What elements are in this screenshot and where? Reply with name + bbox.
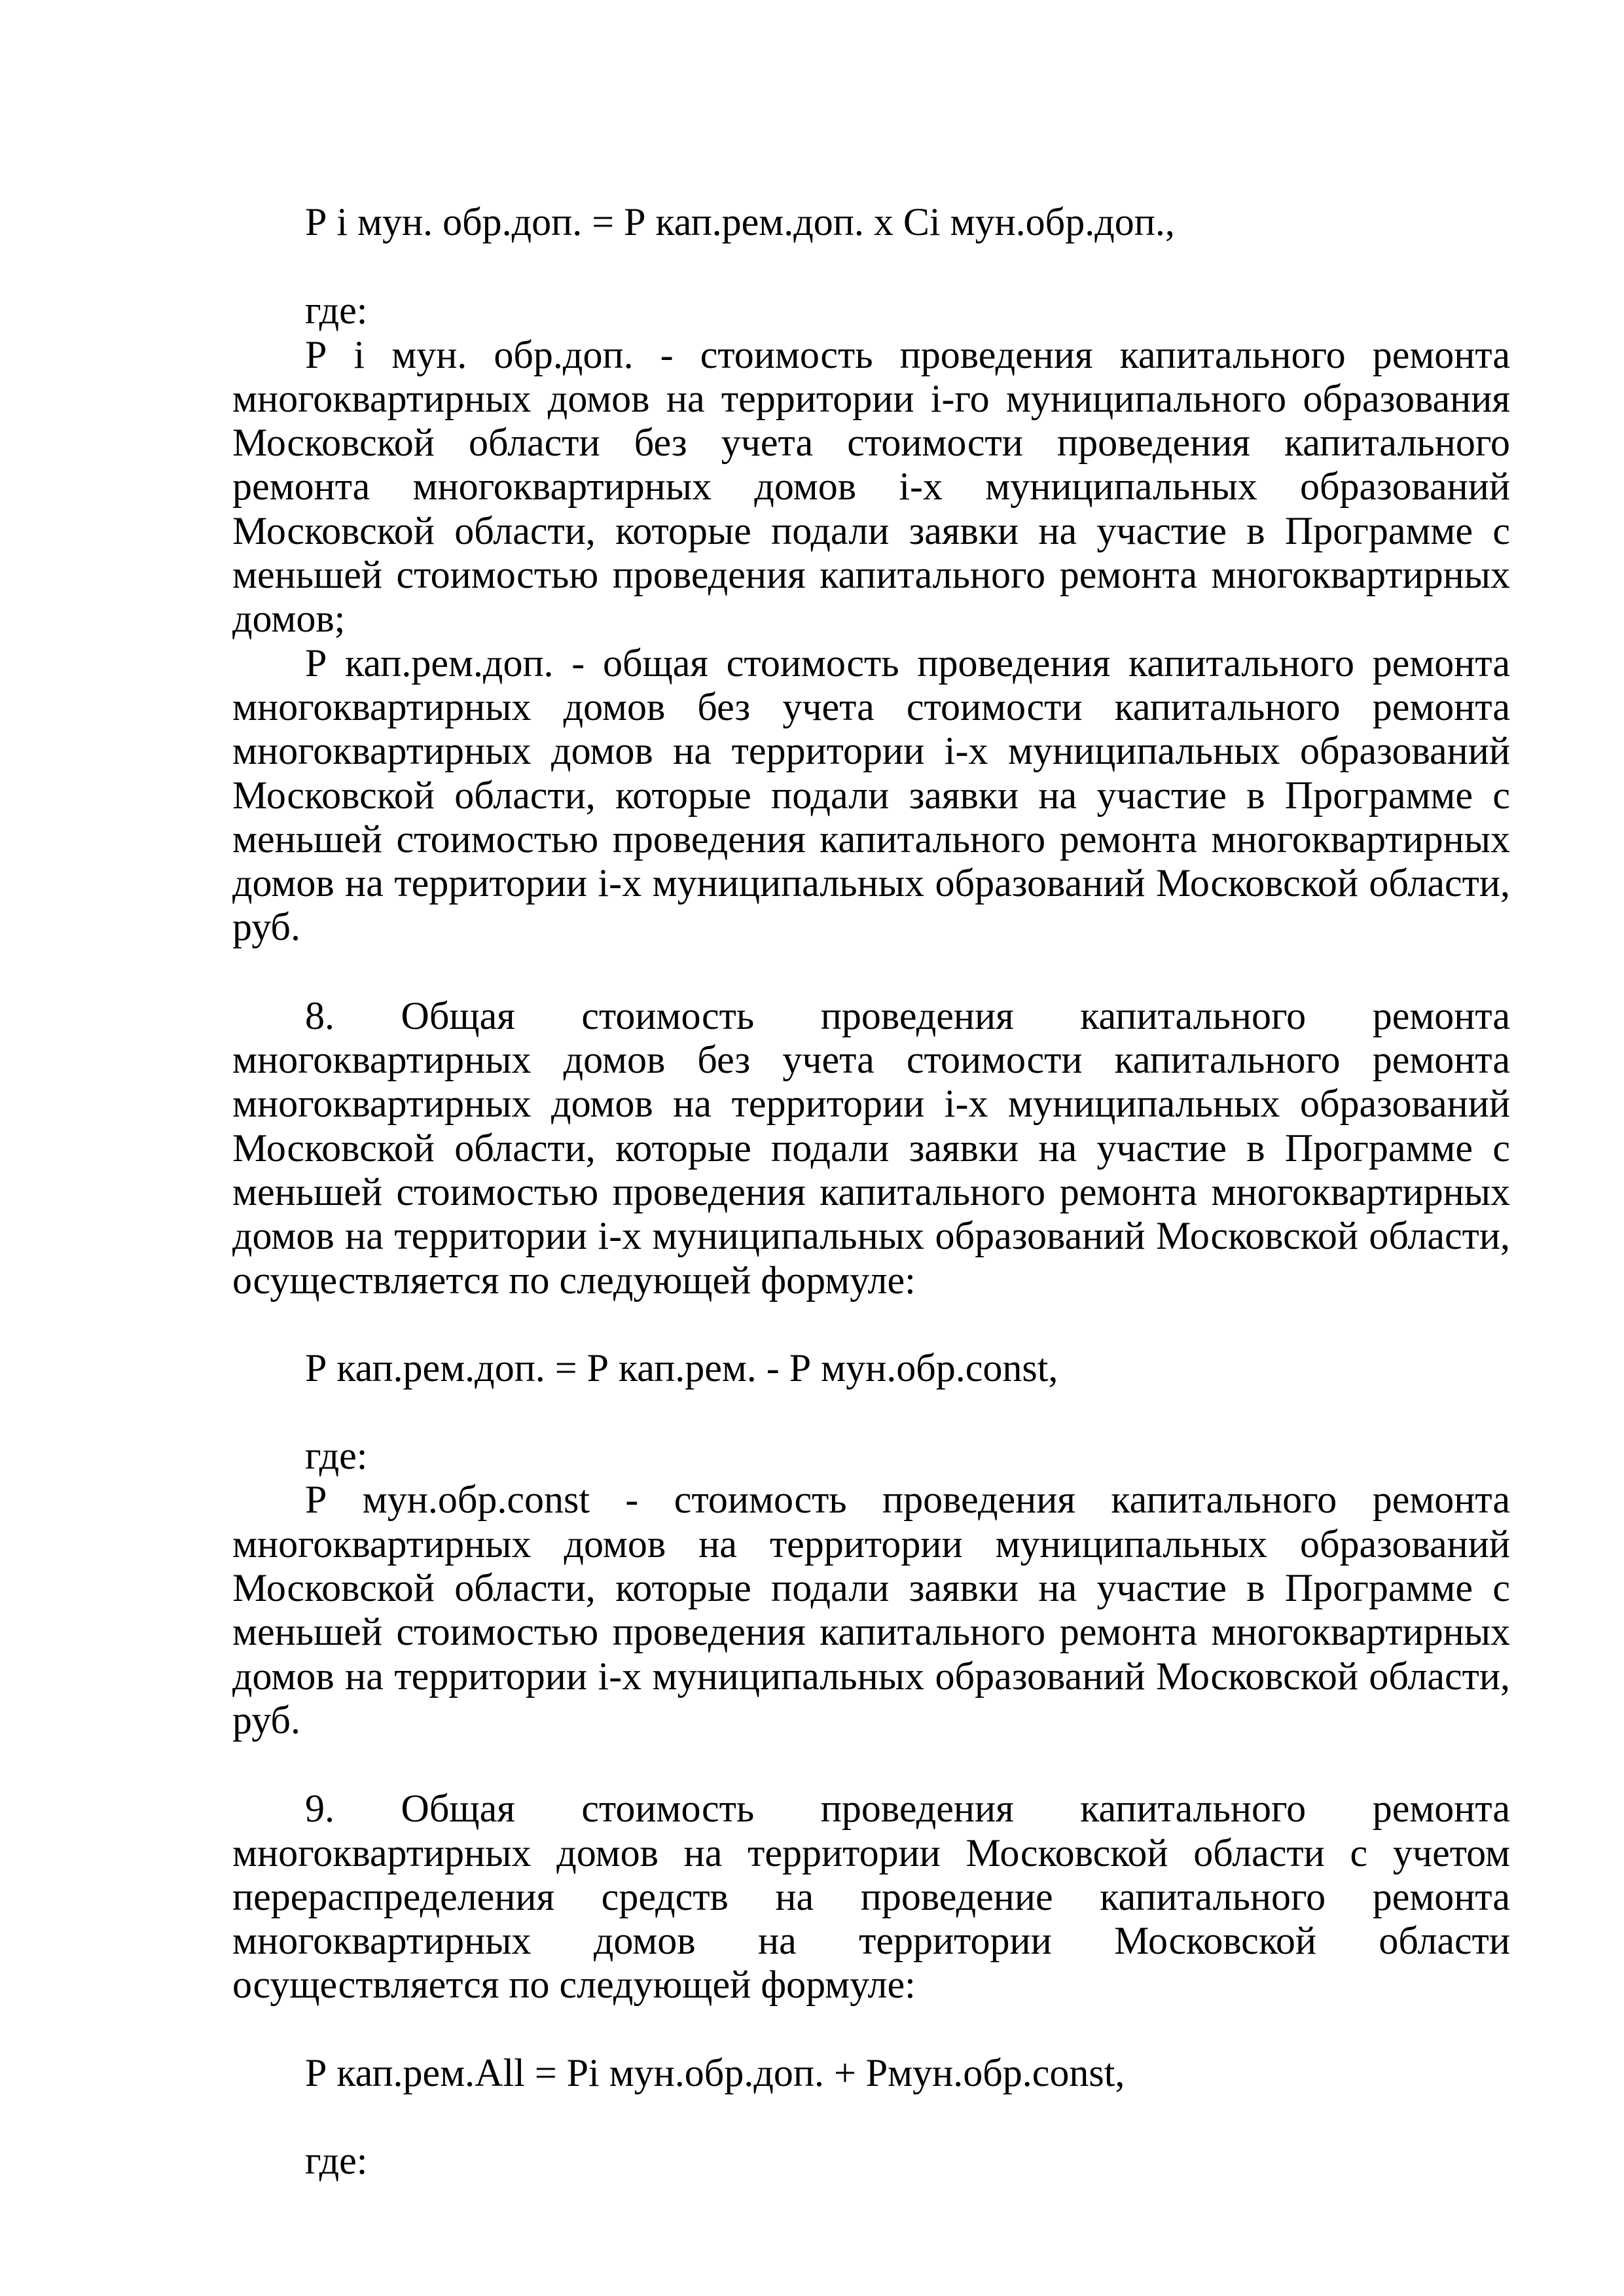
spacer [232, 950, 1510, 994]
spacer [232, 1390, 1510, 1434]
formula-1: Р i мун. обр.доп. = Р кап.рем.доп. х Сi мун.обр.доп., [305, 200, 1175, 243]
definition-2: Р мун.обр.const - стоимость проведения капитального ремонта многоквартирных домов на территории муниципальных образований Московской области, которые подали заявки на участие в Программе с меньшей стоимостью проведения капитального ремонта многоквартирных домов на территории i-х муниципальных образований Московской области, руб. [232, 1478, 1510, 1742]
definition-1a: Р i мун. обр.доп. - стоимость проведения капитального ремонта многоквартирных домов на территории i-го муниципального образования Московской области без учета стоимости проведения капитального ремонта многоквартирных домов i-х муниципальных образований Московской области, которые подали заявки на участие в Программе с меньшей стоимостью проведения капитального ремонта многоквартирных домов; [232, 332, 1510, 641]
where-label-1: где: [305, 289, 368, 332]
spacer [232, 2095, 1510, 2139]
formula-2: Р кап.рем.доп. = Р кап.рем. - Р мун.обр.const, [305, 1346, 1058, 1390]
formula-3: Р кап.рем.All = Рi мун.обр.доп. + Рмун.обр.const, [305, 2051, 1125, 2094]
paragraph-9: 9. Общая стоимость проведения капитального ремонта многоквартирных домов на территории Московской области с учетом перераспределения средств на проведение капитального ремонта многоквартирных домов на территории Московской области осуществляется по следующей формуле: [232, 1787, 1510, 2007]
spacer [232, 2007, 1510, 2051]
definition-1b: Р кап.рем.доп. - общая стоимость проведения капитального ремонта многоквартирных домов без учета стоимости капитального ремонта многоквартирных домов на территории i-х муниципальных образований Московской области, которые подали заявки на участие в Программе с меньшей стоимостью проведения капитального ремонта многоквартирных домов на территории i-х муниципальных образований Московской области, руб. [232, 641, 1510, 949]
where-label-3: где: [305, 2138, 368, 2182]
document-body [232, 200, 1510, 2183]
paragraph-8: 8. Общая стоимость проведения капитального ремонта многоквартирных домов без учета стоимости капитального ремонта многоквартирных домов на территории i-х муниципальных образований Московской области, которые подали заявки на участие в Программе с меньшей стоимостью проведения капитального ремонта многоквартирных домов на территории i-х муниципальных образований Московской области, осуществляется по следующей формуле: [232, 994, 1510, 1302]
spacer [232, 244, 1510, 289]
spacer [232, 1742, 1510, 1787]
spacer [232, 1302, 1510, 1346]
where-label-2: где: [305, 1434, 368, 1478]
